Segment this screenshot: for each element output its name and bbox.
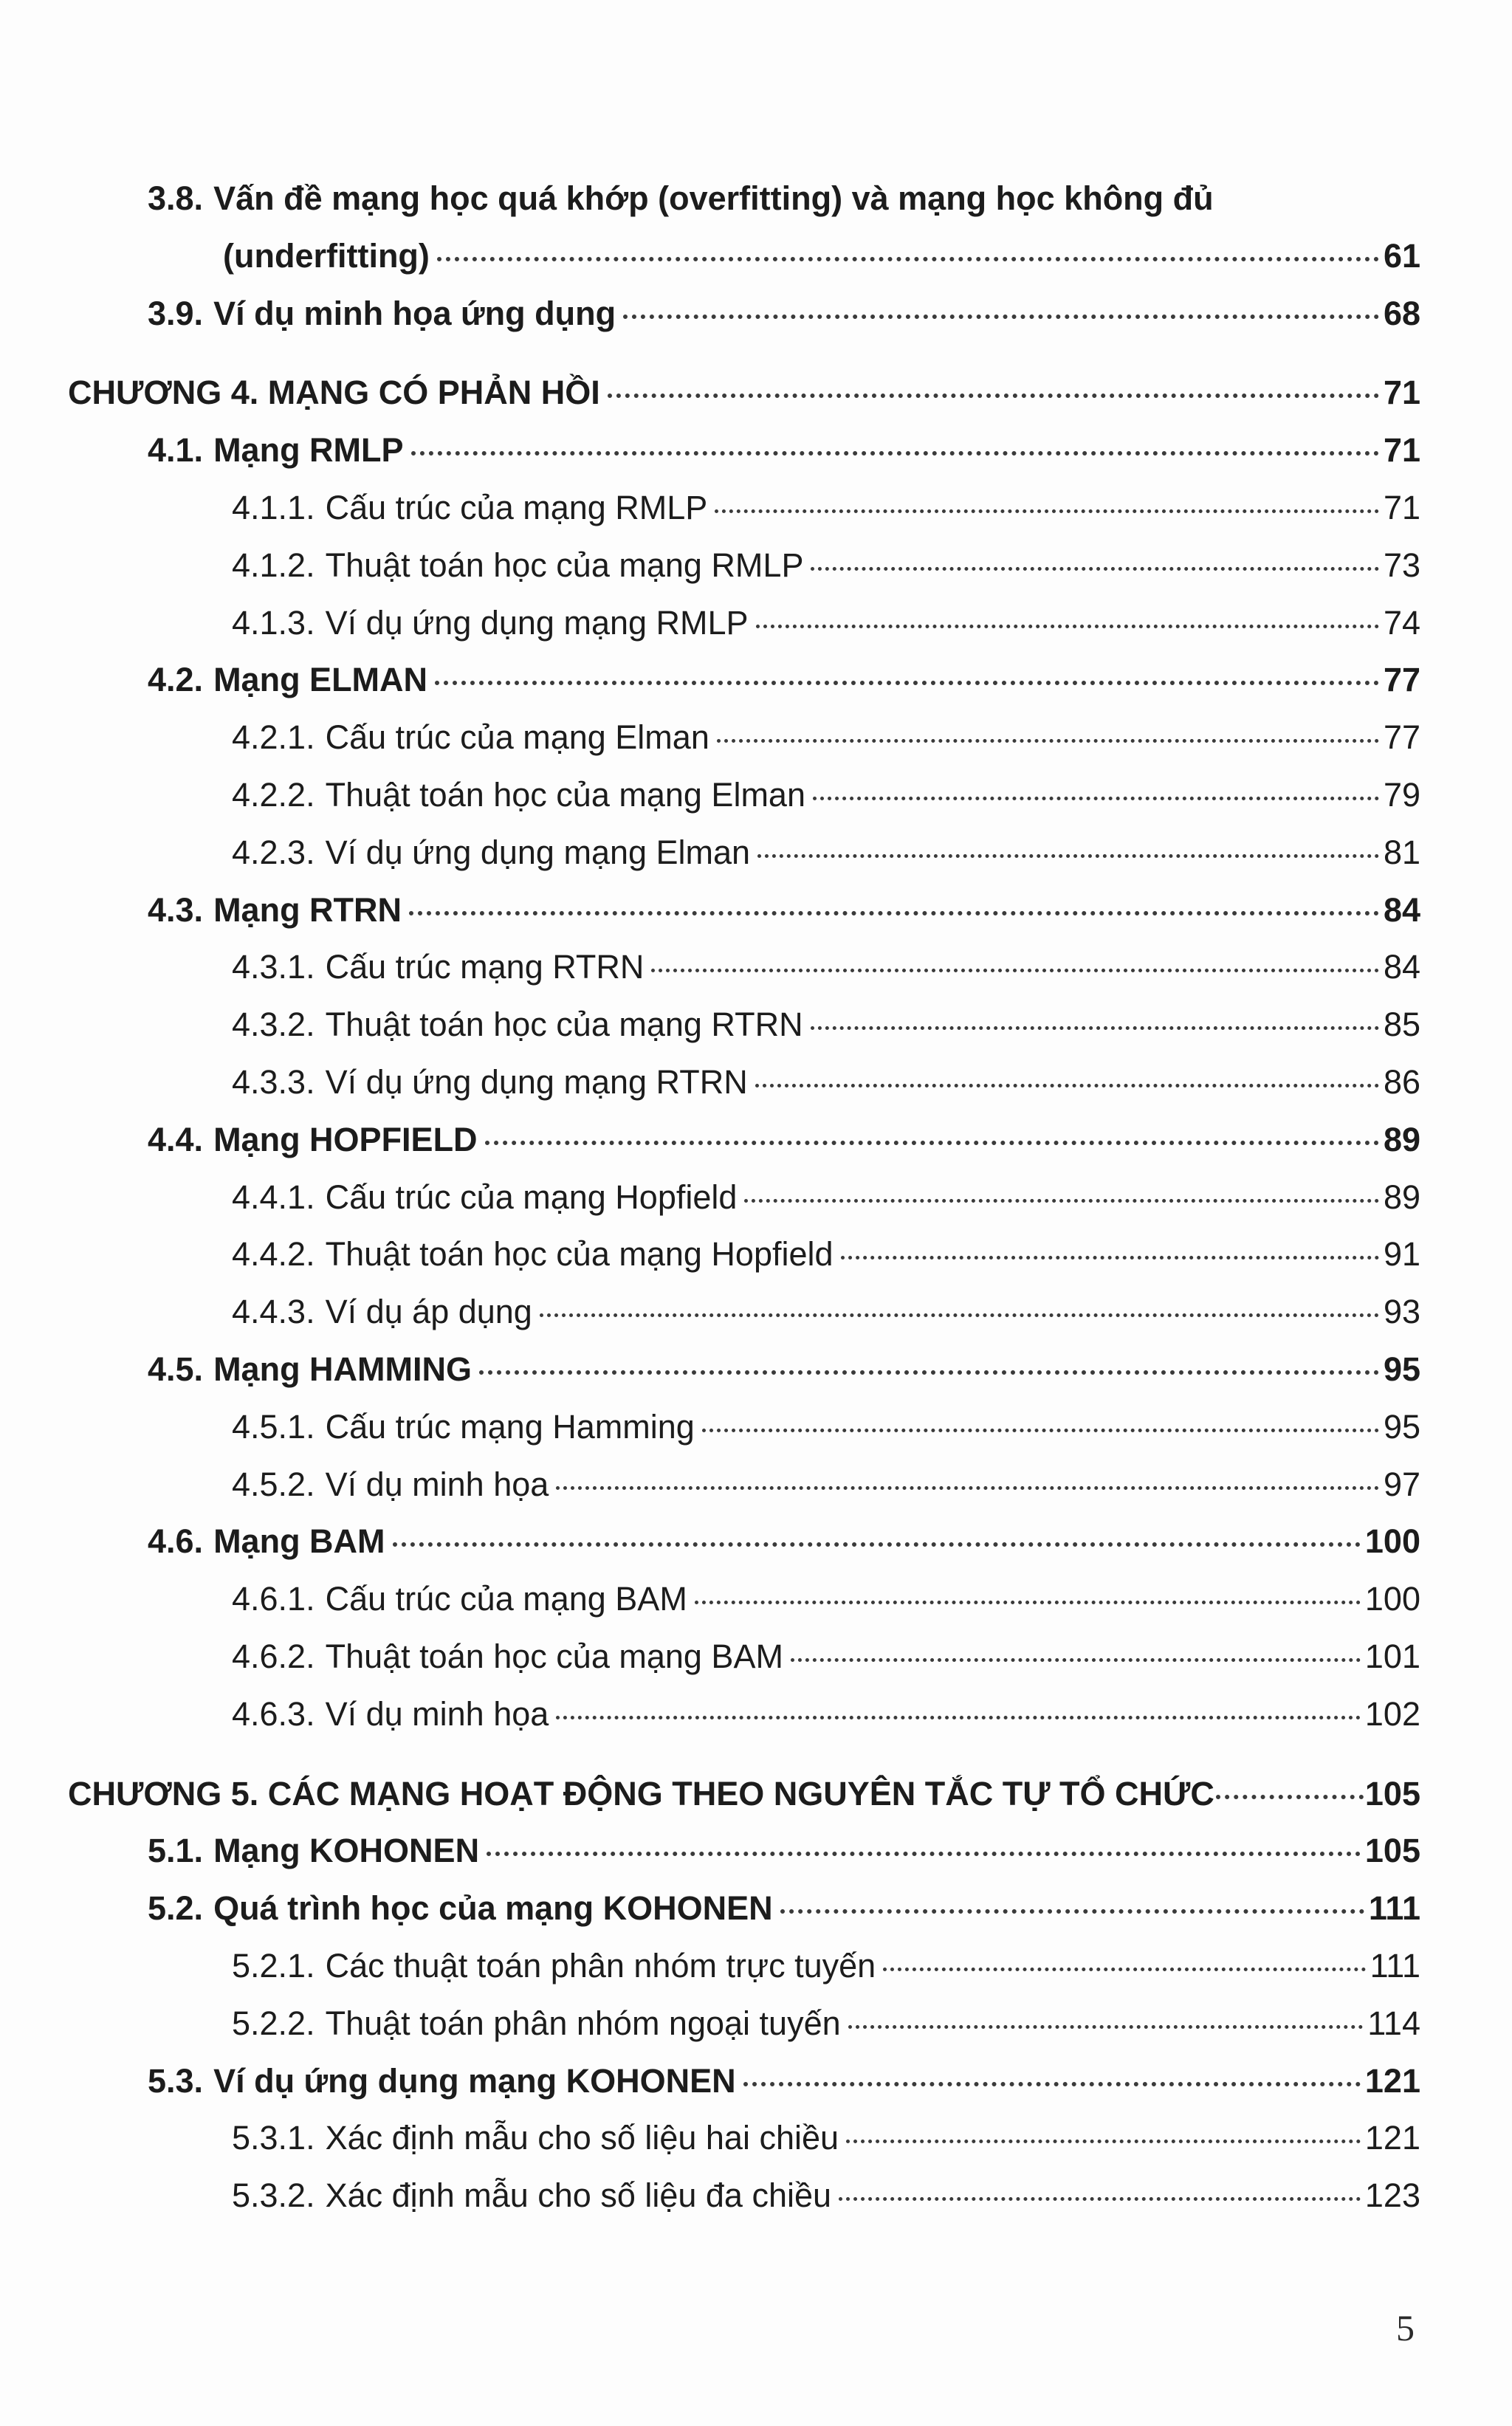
toc-entry-4-3 [68, 882, 1420, 939]
toc-number: 4.6.2. [232, 1637, 315, 1675]
toc-chapter-title: CHƯƠNG 5. CÁC MẠNG HOẠT ĐỘNG THEO NGUYÊN TẮC TỰ TỔ CHỨC [68, 1774, 1214, 1812]
toc-page-number: 86 [1383, 1062, 1420, 1101]
toc-title: (underfitting) [223, 236, 430, 275]
toc-entry-4-4 [68, 1111, 1420, 1169]
toc-number: 4.1.3. [232, 603, 315, 642]
toc-page-number: 101 [1364, 1637, 1420, 1675]
toc-title: Mạng ELMAN [213, 661, 428, 699]
toc-entry-4-2 [68, 651, 1420, 709]
toc-number: 4.5. [148, 1350, 204, 1388]
toc-entry-4-6-2 [68, 1628, 1420, 1686]
dot-leader [715, 509, 1379, 513]
toc-title: Mạng HAMMING [213, 1350, 472, 1388]
toc-number: 4.3.2. [232, 1006, 315, 1044]
toc-number: 5.2.1. [232, 1946, 315, 1985]
toc-entry-4-3-3 [68, 1054, 1420, 1111]
toc-title: Mạng RTRN [213, 890, 402, 929]
dot-leader [811, 567, 1378, 571]
toc-title: Ví dụ ứng dụng mạng RMLP [325, 603, 749, 642]
toc-title: Mạng RMLP [213, 431, 404, 470]
toc-entry-4-6-3 [68, 1686, 1420, 1743]
dot-leader [695, 1601, 1361, 1604]
dot-leader [848, 2025, 1364, 2029]
toc-page-number: 95 [1383, 1407, 1420, 1446]
toc-chapter-title: CHƯƠNG 4. MẠNG CÓ PHẢN HỒI [68, 374, 600, 412]
toc-entry-4-1-1 [68, 479, 1420, 537]
toc-entry-3-8-line1 [68, 170, 1420, 227]
toc-entry-3-9 [68, 285, 1420, 343]
toc-page-number: 61 [1383, 236, 1420, 275]
toc-number: 4.6.1. [232, 1580, 315, 1618]
toc-page-number: 73 [1383, 546, 1420, 584]
toc-title: Thuật toán học của mạng RMLP [325, 546, 804, 584]
toc-title: Ví dụ minh họa [325, 1465, 549, 1503]
toc-entry-4-5 [68, 1341, 1420, 1398]
toc-number: 4.6.3. [232, 1694, 315, 1733]
toc-entry-3-8-line2 [68, 227, 1420, 285]
page-folio-number: 5 [1396, 2307, 1415, 2348]
toc-chapter-4 [68, 364, 1420, 422]
toc-page-number: 121 [1364, 2119, 1420, 2157]
toc-number: 4.6. [148, 1522, 204, 1561]
dot-leader [846, 2140, 1361, 2143]
toc-number: 4.1. [148, 431, 204, 470]
toc-number: 5.3. [148, 2061, 204, 2100]
toc-entry-4-2-2 [68, 766, 1420, 824]
toc-page-number: 123 [1364, 2176, 1420, 2215]
toc-title: Ví dụ minh họa [325, 1694, 549, 1733]
dot-leader [839, 2197, 1361, 2201]
toc-page-number: 105 [1364, 1832, 1420, 1870]
toc-title: Mạng HOPFIELD [213, 1120, 478, 1158]
dot-leader [744, 1199, 1379, 1203]
toc-page-number: 91 [1383, 1235, 1420, 1274]
toc-title: Ví dụ ứng dụng mạng KOHONEN [213, 2061, 736, 2100]
toc-title: Cấu trúc của mạng Hopfield [325, 1178, 738, 1216]
toc-entry-5-2 [68, 1880, 1420, 1937]
toc-entry-5-3-1 [68, 2109, 1420, 2167]
toc-entry-4-1-2 [68, 537, 1420, 594]
toc-entry-4-3-1 [68, 938, 1420, 996]
toc-page-number: 95 [1383, 1350, 1420, 1388]
toc-page-number: 68 [1383, 294, 1420, 332]
toc-page-number: 71 [1383, 488, 1420, 526]
toc-title: Thuật toán học của mạng Elman [325, 775, 805, 814]
dot-leader [540, 1313, 1379, 1317]
dot-leader [883, 1968, 1365, 1971]
toc-number: 4.2.3. [232, 833, 315, 871]
dot-leader [437, 257, 1379, 261]
toc-title: Ví dụ minh họa ứng dụng [213, 294, 616, 332]
dot-leader [791, 1658, 1361, 1662]
dot-leader [411, 451, 1379, 456]
toc-page-number: 84 [1383, 890, 1420, 929]
toc-number: 4.4.1. [232, 1178, 315, 1216]
toc-number: 5.3.2. [232, 2176, 315, 2215]
toc-number: 5.2.2. [232, 2004, 315, 2042]
dot-leader [623, 315, 1379, 319]
toc-page-number: 100 [1364, 1580, 1420, 1618]
toc-number: 4.2.2. [232, 775, 315, 814]
toc-page-number: 77 [1383, 661, 1420, 699]
toc-page-number: 71 [1383, 431, 1420, 470]
toc-number: 4.1.1. [232, 488, 315, 526]
dot-leader [556, 1716, 1361, 1719]
toc-title: Thuật toán phân nhóm ngoại tuyến [325, 2004, 841, 2042]
toc-entry-4-4-1 [68, 1169, 1420, 1226]
toc-number: 4.3.3. [232, 1062, 315, 1101]
toc-page-number: 105 [1364, 1774, 1420, 1812]
toc-entry-4-2-3 [68, 824, 1420, 882]
dot-leader [755, 1084, 1379, 1087]
toc-entry-4-5-2 [68, 1456, 1420, 1513]
toc-page-number: 111 [1370, 1946, 1420, 1985]
toc-page-number: 93 [1383, 1293, 1420, 1331]
toc-number: 4.1.2. [232, 546, 315, 584]
dot-leader [409, 911, 1379, 915]
toc-chapter-5 [68, 1765, 1420, 1823]
toc-title: Thuật toán học của mạng Hopfield [325, 1235, 834, 1274]
toc-title: Mạng BAM [213, 1522, 385, 1561]
toc-page-number: 77 [1383, 718, 1420, 757]
toc-title: Cấu trúc của mạng Elman [325, 718, 709, 757]
toc-number: 4.5.1. [232, 1407, 315, 1446]
toc-entry-4-1-3 [68, 594, 1420, 652]
dot-leader [435, 681, 1379, 685]
dot-leader [556, 1486, 1379, 1490]
toc-entry-5-1 [68, 1822, 1420, 1880]
toc-page-number: 97 [1383, 1465, 1420, 1503]
toc-entry-4-2-1 [68, 709, 1420, 766]
dot-leader [485, 1141, 1379, 1145]
toc-page-number: 100 [1364, 1522, 1420, 1561]
toc-title: Cấu trúc của mạng BAM [325, 1580, 687, 1618]
toc-entry-4-1 [68, 422, 1420, 479]
toc-title: Cấu trúc mạng RTRN [325, 948, 645, 986]
toc-entry-4-6 [68, 1513, 1420, 1570]
dot-leader [780, 1909, 1364, 1914]
toc-number: 4.4.2. [232, 1235, 315, 1274]
toc-title: Thuật toán học của mạng RTRN [325, 1006, 803, 1044]
toc-entry-4-5-1 [68, 1398, 1420, 1456]
dot-leader [393, 1542, 1361, 1547]
toc-entry-4-6-1 [68, 1570, 1420, 1628]
dot-leader [717, 739, 1379, 743]
toc-title: Ví dụ ứng dụng mạng Elman [325, 833, 751, 871]
toc-number: 4.3. [148, 890, 204, 929]
toc-entry-4-3-2 [68, 996, 1420, 1054]
toc-entry-4-4-2 [68, 1226, 1420, 1283]
dot-leader [813, 797, 1379, 800]
toc-page-number: 89 [1383, 1178, 1420, 1216]
table-of-contents [68, 170, 1420, 2224]
toc-number: 4.4.3. [232, 1293, 315, 1331]
toc-title: Thuật toán học của mạng BAM [325, 1637, 783, 1675]
toc-title: Cấu trúc mạng Hamming [325, 1407, 695, 1446]
dot-leader [479, 1370, 1379, 1375]
toc-page-number: 81 [1383, 833, 1420, 871]
toc-title: Ví dụ ứng dụng mạng RTRN [325, 1062, 748, 1101]
dot-leader [841, 1256, 1379, 1260]
dot-leader [743, 2082, 1361, 2086]
toc-number: 5.2. [148, 1889, 204, 1928]
toc-entry-5-2-1 [68, 1937, 1420, 1995]
dot-leader [651, 969, 1379, 972]
dot-leader [608, 394, 1379, 398]
toc-page-number: 114 [1367, 2004, 1420, 2042]
toc-number: 5.1. [148, 1832, 204, 1870]
toc-page-number: 71 [1383, 374, 1420, 412]
toc-number: 4.4. [148, 1120, 204, 1158]
toc-title: Quá trình học của mạng KOHONEN [213, 1889, 773, 1928]
toc-page-number: 85 [1383, 1006, 1420, 1044]
toc-entry-5-3 [68, 2052, 1420, 2110]
dot-leader [756, 625, 1379, 628]
toc-page-number: 74 [1383, 603, 1420, 642]
dot-leader [811, 1026, 1379, 1030]
toc-title: Mạng KOHONEN [213, 1832, 480, 1870]
toc-title: Ví dụ áp dụng [325, 1293, 532, 1331]
toc-title: Xác định mẫu cho số liệu hai chiều [325, 2119, 839, 2157]
toc-page-number: 111 [1368, 1889, 1420, 1928]
toc-title: Cấu trúc của mạng RMLP [325, 488, 708, 526]
dot-leader [757, 854, 1379, 858]
toc-entry-5-2-2 [68, 1995, 1420, 2052]
toc-page-number: 121 [1364, 2061, 1420, 2100]
toc-number: 4.5.2. [232, 1465, 315, 1503]
dot-leader [702, 1429, 1379, 1432]
toc-number: 3.8. [148, 179, 204, 217]
toc-title: Các thuật toán phân nhóm trực tuyến [325, 1946, 876, 1985]
toc-page-number: 102 [1364, 1694, 1420, 1733]
toc-title: Xác định mẫu cho số liệu đa chiều [325, 2176, 832, 2215]
dot-leader [1216, 1795, 1364, 1799]
toc-number: 4.3.1. [232, 948, 315, 986]
toc-entry-5-3-2 [68, 2167, 1420, 2224]
toc-number: 3.9. [148, 294, 204, 332]
toc-page-number: 79 [1383, 775, 1420, 814]
toc-number: 4.2. [148, 661, 204, 699]
toc-title: Vấn đề mạng học quá khớp (overfitting) và mạng học không đủ [213, 179, 1214, 217]
toc-page-number: 89 [1383, 1120, 1420, 1158]
toc-entry-4-4-3 [68, 1283, 1420, 1341]
toc-number: 4.2.1. [232, 718, 315, 757]
toc-page-number: 84 [1383, 948, 1420, 986]
toc-number: 5.3.1. [232, 2119, 315, 2157]
dot-leader [487, 1852, 1361, 1856]
